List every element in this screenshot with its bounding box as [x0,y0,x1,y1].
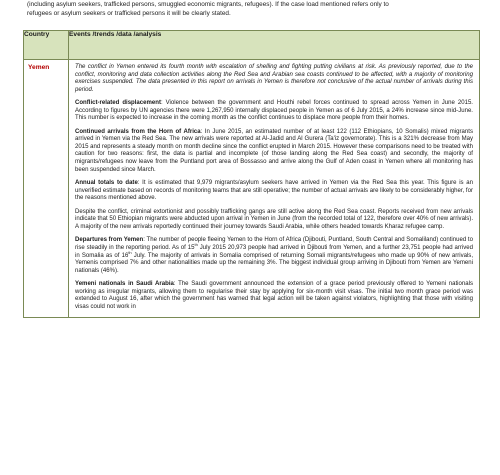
paragraph-lead: Annual totals to date [75,180,138,187]
paragraph-trafficking [75,209,473,232]
paragraph-text: : In June 2015, an estimated number of at least 122 (112 Ethiopians, 10 Somalis) mixed migrants arrived in Yemen via the Red Sea. The new arrivals were reported at Al-Jadid and Al Gurera (Ta'iz governorate). This is a 321% decrease from May 2015 and represents a steady month on month decline since the conflict erupted in March 2015. However these comparisons need to be treated with caution for two reasons: first, the data is partial and incomplete (of those landing along the Red Sea coast) and secondly, the majority of migrants/refugees now leave from the Puntland port area of Bossasso and arrive along the Gulf of Aden coast in Yemen where all monitoring has been suspended since March. [75,128,473,173]
header-events: Events /trends /data /analysis [69,31,480,60]
paragraph-conflict-displacement [75,100,473,123]
paragraph-saudi-arabia [75,281,473,311]
paragraph-text: : The Saudi government announced the extension of a grace period previously offered to Yemeni nationals working as irregular migrants, allowing them to regularise their stay by applying for six-month visit visas. The initial two month grace period was extended to August 16, after which the government has warned that legal action will be taken against violators, highlighting that those with visiting visas could not work in [75,281,473,310]
events-cell [69,60,480,318]
table-row [24,60,480,318]
country-cell: Yemen [24,60,69,318]
table-header-row [24,31,480,60]
paragraph-lead: Departures from Yemen [75,237,144,244]
events-table [23,30,480,318]
intro-line-2: refugees or asylum seekers or trafficked persons it will be clearly stated. [27,10,231,17]
paragraph-continued-arrivals [75,129,473,174]
header-country: Country [24,31,69,60]
paragraph-text: : It is estimated that 9,979 migrants/asylum seekers have arrived in Yemen via the Red Sea this year. This figure is an unverified estimate based on records of monitoring teams that are still operative; the number of actual arrivals are likely to be considerably higher, for the reasons mentioned above. [75,180,473,202]
paragraph-text: : The number of people fleeing Yemen to the Horn of Africa (Djibouti, Puntland, South Central and Somaliland) continued to rise steadily in the reporting period. As of 15th July 2015 20,973 people had arrived in Djibouti from Yemen, and a further 23,751 people had arrived in Somalia as of 16th July. The majority of arrivals in Somalia comprised of returning Somali migrants/refugees who made up 90% of new arrivals, Yemenis comprised 7% and other nationalities made up the remaining 3%. The biggest individual group arriving in Djibouti from Yemen are Yemeni nationals (46%). [75,237,474,274]
intro-text [27,0,482,18]
paragraph-departures [75,237,473,275]
paragraph-text: The conflict in Yemen entered its fourth month with escalation of shelling and fighting putting civilians at risk. As previously reported, due to the conflict, monitoring and data collection activities along the Red Sea and Arabian sea coasts continued to be affected, with a majority of monitoring exercises suspended. The data presented in this report on arrivals in Yemen is therefore not conclusive of the actual number of arrivals during this period. [75,64,473,93]
paragraph-lead: Yemeni nationals in Saudi Arabia [75,281,174,288]
intro-line-1: (including asylum seekers, trafficked persons, smuggled economic migrants, refugees). If the case load mentioned refers only to [27,1,389,8]
paragraph-lead: Conflict-related displacement [75,100,161,107]
paragraph-lead: Continued arrivals from the Horn of Africa [75,128,201,135]
paragraph-text: Despite the conflict, criminal extortionist and possibly trafficking gangs are still active along the Red Sea coast. Reports received from new arrivals indicate that 50 Ethiopian migrants were abducted upon arrival in Yemen in June (from the recorded total of 122, therefore over 40% of new arrivals). A majority of the new arrivals reportedly continued their journey towards Saudi Arabia, while others headed towards Kharaz refugee camp. [75,208,473,230]
paragraph-annual-totals [75,180,473,203]
paragraph-text: : Violence between the government and Houthi rebel forces continued to spread across Yemen in June 2015. According to figures by UN agencies there were 1,267,950 internally displaced people in Yemen as of 6 July 2015, a 24% increase since mid-June. This number is expected to increase in the coming month as the conflict continues to displace more people from their homes. [75,100,473,122]
paragraph-intro [75,64,473,94]
